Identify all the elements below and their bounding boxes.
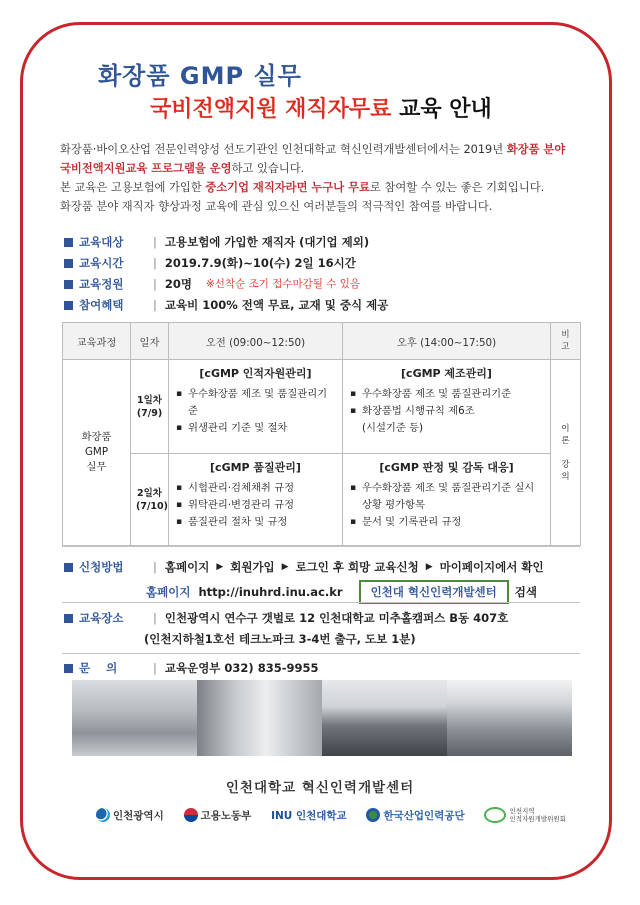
logo-text: INU 인천대학교 — [271, 809, 347, 822]
logo-text: 인천지역 인적자원개발위원회 — [509, 807, 566, 823]
divider — [62, 602, 580, 603]
logo-text: 한국산업인력공단 — [383, 809, 465, 822]
am-list — [174, 386, 337, 437]
bullet-square-icon — [64, 614, 73, 623]
apply-step: 회원가입 — [230, 560, 275, 574]
apply-step: 로그인 후 희망 교육신청 — [295, 560, 419, 574]
day-cell: 1일차 (7/9) — [131, 360, 169, 454]
info-separator: | — [153, 235, 157, 249]
intro-p1 — [60, 140, 580, 178]
intro-p2-tail: 로 참여할 수 있는 좋은 기회입니다. — [369, 181, 545, 194]
info-row-capacity — [64, 274, 584, 295]
arrow-right-icon: ▶ — [281, 562, 289, 572]
info-value: 2019.7.9(화)~10(수) 2일 16시간 — [164, 256, 356, 270]
moel-logo — [184, 808, 252, 823]
apply-steps — [64, 556, 594, 578]
bullet-square-icon — [64, 280, 73, 289]
incheon-city-icon — [96, 808, 110, 822]
search-suffix: 검색 — [514, 585, 537, 599]
lab-photo-1 — [72, 680, 197, 756]
info-label: 교육대상 — [79, 235, 124, 249]
remark-cell: 이 론 강 의 — [551, 360, 581, 546]
header-am: 오전 (09:00~12:50) — [169, 323, 343, 360]
header-note: 비 고 — [551, 323, 581, 360]
contact-label: 문 의 — [79, 661, 118, 675]
bullet-square-icon — [64, 259, 73, 268]
pm-cell — [343, 454, 551, 546]
info-value: 고용보험에 가입한 재직자 (대기업 제외) — [164, 235, 370, 249]
list-item: ▪ 위생관리 기준 및 절차 — [188, 420, 337, 437]
arrow-right-icon: ▶ — [425, 562, 433, 572]
divider — [62, 546, 580, 547]
location-sub: (인천지하철1호선 테크노파크 3-4번 출구, 도보 1분) — [144, 632, 416, 646]
location-row — [64, 608, 582, 629]
divider — [62, 653, 580, 654]
pm-list — [348, 480, 545, 531]
lab-photo-2 — [197, 680, 322, 756]
location-section — [64, 608, 582, 679]
apply-section — [64, 556, 594, 578]
info-label: 교육시간 — [79, 256, 124, 270]
subtitle-rest: 교육 안내 — [399, 97, 492, 122]
am-list — [174, 480, 337, 531]
page-subtitle — [150, 92, 492, 123]
schedule-table — [62, 322, 581, 546]
arrow-right-icon: ▶ — [216, 562, 224, 572]
page-title: 화장품 GMP 실무 — [98, 62, 302, 90]
intro-p1-highlight: 화장품 분야 국비전액지원교육 프로그램을 운영 — [60, 143, 566, 175]
intro-p3: 화장품 분야 재직자 향상과정 교육에 관심 있으신 여러분들의 적극적인 참여를 바랍니다. — [60, 200, 493, 213]
course-name: 화장품 GMP 실무 — [63, 360, 131, 546]
list-item: ▪ 우수화장품 제조 및 품질관리기준 — [188, 386, 337, 420]
list-item: ▪ 시험관리·검체채취 규정 — [188, 480, 337, 497]
am-cell — [169, 454, 343, 546]
schedule-header-row — [63, 323, 581, 360]
intro-p2-highlight: 중소기업 재직자라면 누구나 무료 — [205, 181, 370, 194]
pm-title: [cGMP 판정 및 감독 대응] — [379, 461, 514, 474]
apply-separator: | — [153, 560, 157, 574]
incheon-city-logo — [96, 808, 164, 823]
list-item: ▪ 품질관리 절차 및 규정 — [188, 514, 337, 531]
intro-p2 — [60, 178, 580, 197]
info-label: 참여혜택 — [79, 298, 124, 312]
am-cell — [169, 360, 343, 454]
inu-logo — [271, 808, 347, 823]
table-row — [63, 454, 581, 546]
list-item: ▪ 화장품법 시행규칙 제6조 (시설기준 등) — [362, 403, 545, 437]
contact-row — [64, 658, 582, 679]
pm-cell — [343, 360, 551, 454]
pm-title: [cGMP 제조관리] — [401, 367, 492, 380]
info-separator: | — [153, 298, 157, 312]
header-pm: 오후 (14:00~17:50) — [343, 323, 551, 360]
photo-strip — [72, 680, 572, 756]
rc-logo — [484, 807, 566, 823]
location-value: 인천광역시 연수구 갯벌로 12 인천대학교 미추홀캠퍼스 B동 407호 — [164, 611, 509, 625]
list-item: ▪ 우수화장품 제조 및 품질관리기준 실시 상황 평가항목 — [362, 480, 545, 514]
location-sub-row — [64, 629, 582, 650]
subtitle-highlight: 국비전액지원 재직자무료 — [150, 97, 392, 122]
intro-p1-tail: 하고 있습니다. — [231, 162, 305, 175]
header-day: 일자 — [131, 323, 169, 360]
location-separator: | — [153, 611, 157, 625]
bullet-square-icon — [64, 664, 73, 673]
hrdkorea-icon — [366, 808, 380, 822]
info-label: 교육정원 — [79, 277, 124, 291]
list-item: ▪ 위탁관리·변경관리 규정 — [188, 497, 337, 514]
list-item: ▪ 문서 및 기록관리 규정 — [362, 514, 545, 531]
intro-p2-text: 본 교육은 고용보험에 가입한 — [60, 181, 206, 194]
logo-text: 고용노동부 — [200, 809, 252, 822]
am-title: [cGMP 인적자원관리] — [199, 367, 312, 380]
taegeuk-icon — [184, 808, 198, 822]
search-box: 인천대 혁신인력개발센터 — [359, 580, 509, 604]
info-list — [64, 232, 584, 316]
bullet-square-icon — [64, 563, 73, 572]
hrdkorea-logo — [366, 808, 464, 823]
intro-text — [60, 140, 580, 216]
logo-strip — [96, 802, 566, 828]
logo-text: 인천광역시 — [113, 809, 164, 822]
rc-logo-icon — [484, 807, 506, 823]
info-value: 교육비 100% 전액 무료, 교재 및 중식 제공 — [164, 298, 389, 312]
contact-separator: | — [153, 661, 157, 675]
contact-value: 교육운영부 032) 835-9955 — [164, 661, 319, 675]
bullet-square-icon — [64, 301, 73, 310]
info-value: 20명 — [164, 277, 192, 291]
homepage-label: 홈페이지 — [146, 585, 191, 599]
apply-label: 신청방법 — [79, 560, 124, 574]
apply-step: 마이페이지에서 확인 — [439, 560, 544, 574]
pm-list — [348, 386, 545, 437]
location-label: 교육장소 — [79, 611, 124, 625]
apply-step: 홈페이지 — [164, 560, 210, 574]
header-course: 교육과정 — [63, 323, 131, 360]
homepage-link[interactable]: http://inuhrd.inu.ac.kr — [198, 585, 343, 599]
info-separator: | — [153, 256, 157, 270]
organization-name: 인천대학교 혁신인력개발센터 — [225, 780, 415, 796]
homepage-line — [146, 580, 537, 604]
bullet-square-icon — [64, 238, 73, 247]
info-row-target — [64, 232, 584, 253]
list-item: ▪ 우수화장품 제조 및 품질관리기준 — [362, 386, 545, 403]
capacity-note: ※선착순 조기 접수마감될 수 있음 — [206, 278, 361, 290]
table-row — [63, 360, 581, 454]
info-separator: | — [153, 277, 157, 291]
info-row-benefit — [64, 295, 584, 316]
classroom-photo — [322, 680, 447, 756]
lecture-photo — [447, 680, 572, 756]
am-title: [cGMP 품질관리] — [210, 461, 301, 474]
day-cell: 2일차 (7/10) — [131, 454, 169, 546]
intro-p1-text: 화장품·바이오산업 전문인력양성 선도기관인 인천대학교 혁신인력개발센터에서는 2019년 — [60, 143, 507, 156]
info-row-time — [64, 253, 584, 274]
